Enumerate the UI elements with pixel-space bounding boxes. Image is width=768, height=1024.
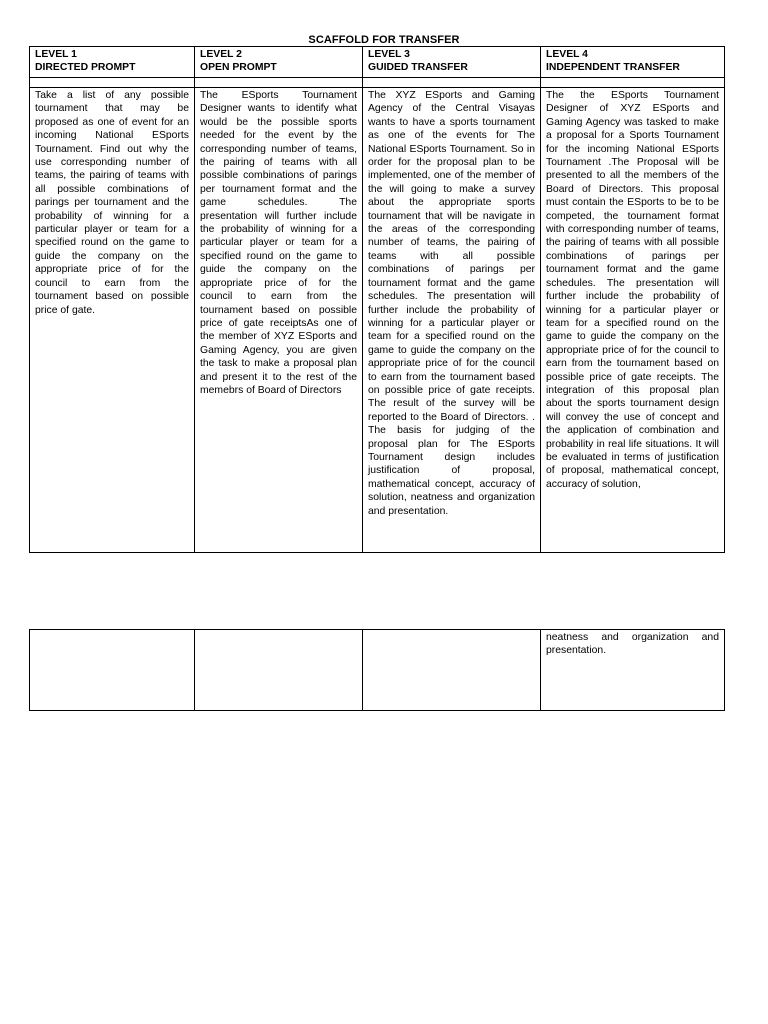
cont-cell-level-3 [363,630,541,711]
header-level: LEVEL 1 [35,49,77,60]
scaffold-table-continuation [29,629,725,711]
content-row [30,88,725,553]
header-name: GUIDED TRANSFER [368,62,468,74]
header-level: LEVEL 4 [546,49,588,60]
spacer-cell [195,78,363,88]
spacer-cell [541,78,725,88]
header-cell-level-4 [541,47,725,78]
header-name: INDEPENDENT TRANSFER [546,62,680,74]
header-row [30,47,725,78]
cont-cell-level-4: neatness and organization and presentation. [541,630,725,711]
cell-level-3-text: The XYZ ESports and Gaming Agency of the Central Visayas wants to have a sports tournament as one of the events for The National ESports Tournament. So in order for the proposal plan to be implemented, one of the member of the will going to make a survey about the appropriate sports tournament that will be navigate in the areas of the corresponding number of teams, the pairing of teams with all possible combinations of parings per tournament format and the game schedules. The presentation will further include the probability of winning for a particular player or team for a specified round on the game to guide the company on the appropriate price of for the council to earn from the tournament based on possible price of gate receipts. The result of the survey will be reported to the Board of Directors. . The basis for judging of the proposal plan for The ESports Tournament design includes justification of proposal, mathematical concept, accuracy of solution, neatness and organization and presentation. [363,88,541,553]
cell-level-2-text: The ESports Tournament Designer wants to identify what would be the possible sports needed for the event by the corresponding number of teams, the pairing of teams with all possible combinations of parings per tournament format and the game schedules. The presentation will further include the probability of winning for a particular player or team for a specified round on the game to guide the company on the appropriate price of for the council to earn from the tournament based on possible price of gate receiptsAs one of the member of XYZ ESports and Gaming Agency, you are given the task to make a proposal plan and present it to the rest of the memebrs of Board of Directors [195,88,363,553]
header-level: LEVEL 2 [200,49,242,60]
header-cell-level-1 [30,47,195,78]
spacer-cell [363,78,541,88]
cont-cell-level-1 [30,630,195,711]
header-cell-level-3 [363,47,541,78]
cell-level-4-text: The the ESports Tournament Designer of XYZ ESports and Gaming Agency was tasked to make a proposal for a Sports Tournament for the incoming National ESports Tournament .The Proposal will be presented to all the members of the Board of Directors. This proposal must contain the ESports to be to be competed, the tournament format with corresponding number of teams, the pairing of teams with all possible combinations of parings per tournament format and the game schedules. The presentation will further include the probability of winning for a particular player or team for a specified round on the game to guide the company on the appropriate price of for the council to earn from the tournament based on possible price of gate receipts. The integration of this proposal plan about the sports tournament design will convey the use of concept and the application of combination and probability in real life situations. It will be evaluated in terms of justification of proposal, mathematical concept, accuracy of solution, [541,88,725,553]
header-cell-level-2 [195,47,363,78]
header-level: LEVEL 3 [368,49,410,60]
spacer-row [30,78,725,88]
spacer-cell [30,78,195,88]
header-name: DIRECTED PROMPT [35,62,136,74]
cont-cell-level-2 [195,630,363,711]
document-title: SCAFFOLD FOR TRANSFER [308,34,460,46]
cell-level-1-text: Take a list of any possible tournament that may be proposed as one of event for an incoming National ESports Tournament. Find out why the use corresponding number of teams, the pairing of teams with all possible combinations of parings per tournament and the probability of winning for a particular player or team for a specified round on the game to guide the company on the appropriate price of for the council to earn from the tournament based on possible price of gate. [30,88,195,553]
header-name: OPEN PROMPT [200,62,277,74]
scaffold-table [29,46,725,553]
continuation-row [30,630,725,711]
